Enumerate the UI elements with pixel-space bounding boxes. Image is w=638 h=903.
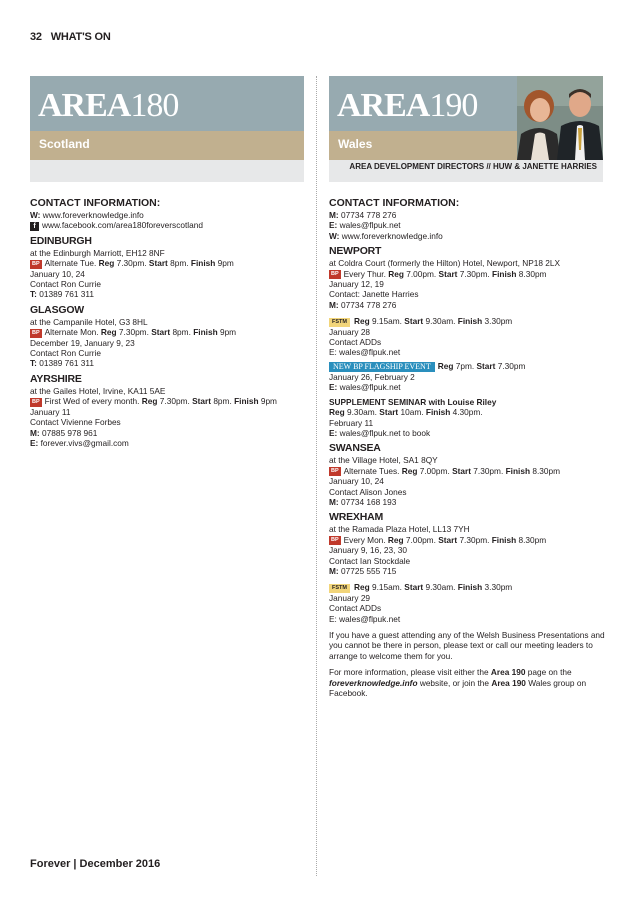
- site-link[interactable]: foreverknowledge.info: [329, 677, 418, 688]
- facebook-line: [30, 220, 306, 230]
- dates: December 19, January 9, 23: [30, 337, 135, 348]
- schedule: BP Every Thur. Reg 7.00pm. Start 7.30pm. Finish 8.30pm: [331, 268, 547, 279]
- phone: T: 01389 761 311: [30, 289, 94, 300]
- venue: at the Village Hotel, SA1 8QY: [329, 455, 438, 466]
- email-link[interactable]: wales@flpuk.net: [339, 220, 401, 231]
- directors-line: AREA DEVELOPMENT DIRECTORS // HUW & JANETTE HARRIES: [349, 162, 597, 171]
- contact: Contact Ron Currie: [30, 348, 102, 359]
- email: E: forever.vivs@gmail.com: [30, 437, 129, 448]
- seminar-schedule: Reg 9.30am. Start 10am. Finish 4.30pm.: [329, 407, 483, 418]
- venue: at the Gailes Hotel, Irvine, KA11 5AE: [30, 385, 166, 396]
- phone: M: 07725 555 715: [329, 565, 397, 576]
- section-title: NEWPORT: [329, 245, 382, 258]
- mobile-line: M: 07734 778 276: [329, 210, 397, 220]
- region-name: Scotland: [39, 137, 90, 151]
- facebook-icon: f: [30, 222, 39, 231]
- dates: January 12, 19: [329, 279, 384, 290]
- section-title: AYRSHIRE: [30, 372, 82, 385]
- page-footer: Forever | December 2016: [30, 858, 161, 870]
- contact: Contact Ian Stockdale: [329, 555, 411, 566]
- dates: January 29: [329, 592, 371, 603]
- bp-badge: BP: [331, 270, 339, 277]
- email-link[interactable]: forever.vivs@gmail.com: [40, 437, 129, 448]
- email: E: wales@flpuk.net: [329, 347, 401, 358]
- venue: at the Ramada Plaza Hotel, LL13 7YH: [329, 524, 470, 535]
- email: E: wales@flpuk.net: [329, 382, 401, 393]
- area-190-listings: [329, 197, 605, 698]
- contact-heading: CONTACT INFORMATION:: [329, 197, 460, 209]
- dates: January 11: [30, 406, 71, 417]
- schedule: BP Alternate Mon. Reg 7.30pm. Start 8pm. Finish 9pm: [32, 327, 237, 338]
- email-line: E: wales@flpuk.net: [329, 220, 401, 231]
- web-line: W: www.foreverknowledge.info: [30, 210, 144, 220]
- flagship-badge: NEW BP FLAGSHIP EVENT: [329, 362, 435, 372]
- bp-badge: BP: [331, 468, 339, 475]
- phone: M: 07734 168 193: [329, 496, 397, 507]
- schedule: BP Alternate Tue. Reg 7.30pm. Start 8pm. Finish 9pm: [32, 258, 234, 269]
- page-number: 32: [30, 31, 42, 43]
- contact: Contact ADDs: [329, 337, 382, 348]
- section-title: WHAT'S ON: [50, 31, 111, 43]
- facebook-link[interactable]: www.facebook.com/area180foreverscotland: [42, 220, 203, 231]
- dates: February 11: [329, 417, 374, 428]
- fstm-schedule: FSTM Reg 9.15am. Start 9.30am. Finish 3.30pm: [329, 316, 605, 326]
- contact-heading: CONTACT INFORMATION:: [30, 197, 161, 209]
- web-line: W: www.foreverknowledge.info: [329, 230, 443, 241]
- area-180-listings: [30, 197, 306, 448]
- area-title: AREA190: [337, 87, 478, 124]
- seminar-title: SUPPLEMENT SEMINAR with Louise Riley: [329, 396, 497, 407]
- dates: January 10, 24: [30, 268, 85, 279]
- website-link[interactable]: www.foreverknowledge.info: [341, 230, 443, 241]
- flagship-schedule: NEW BP FLAGSHIP EVENT Reg 7pm. Start 7.30pm: [329, 361, 605, 372]
- contact: Contact Vivienne Forbes: [30, 417, 121, 428]
- contact: Contact: Janette Harries: [329, 289, 419, 300]
- schedule: BP Alternate Tues. Reg 7.00pm. Start 7.30pm. Finish 8.30pm: [331, 465, 561, 476]
- website-link[interactable]: www.foreverknowledge.info: [42, 210, 144, 220]
- venue: at the Edinburgh Marriott, EH12 8NF: [30, 247, 165, 258]
- dates: January 9, 16, 23, 30: [329, 545, 407, 556]
- info-note: For more information, please visit either the Area 190 page on the foreverknowledge.info website, or join the Area 190 Wales group on Facebook.: [329, 667, 587, 699]
- fstm-badge: FSTM: [329, 318, 350, 327]
- bp-badge: BP: [32, 329, 40, 336]
- section-title: WREXHAM: [329, 511, 384, 524]
- area-190-banner: [329, 76, 603, 182]
- contact: Contact Alison Jones: [329, 486, 407, 497]
- phone: M: 07734 778 276: [329, 299, 397, 310]
- email: E: wales@flpuk.net: [329, 613, 401, 624]
- section-title: SWANSEA: [329, 442, 381, 455]
- schedule: BP Every Mon. Reg 7.00pm. Start 7.30pm. Finish 8.30pm: [331, 534, 547, 545]
- bp-badge: BP: [331, 537, 339, 544]
- venue: at Coldra Court (formerly the Hilton) Hotel, Newport, NP18 2LX: [329, 258, 561, 269]
- phone: T: 01389 761 311: [30, 358, 94, 369]
- section-title: EDINBURGH: [30, 234, 92, 247]
- contact: Contact ADDs: [329, 603, 382, 614]
- page-header: [30, 31, 111, 43]
- section-title: GLASGOW: [30, 303, 85, 316]
- dates: January 26, February 2: [329, 371, 415, 382]
- bp-badge: BP: [32, 398, 40, 405]
- area-title: AREA180: [38, 87, 179, 124]
- dates: January 28: [329, 326, 371, 337]
- dates: January 10, 24: [329, 476, 384, 487]
- guest-note: If you have a guest attending any of the Welsh Business Presentations and you cannot be there in person, please text or call our meeting leaders to arrange to welcome them for you.: [329, 630, 605, 661]
- directors-photo: [517, 76, 603, 160]
- fstm-badge: FSTM: [329, 584, 350, 593]
- region-name: Wales: [338, 137, 373, 151]
- venue: at the Campanile Hotel, G3 8HL: [30, 316, 148, 327]
- area-180-banner: [30, 76, 304, 182]
- column-divider: [316, 76, 317, 876]
- schedule: BP First Wed of every month. Reg 7.30pm. Start 8pm. Finish 9pm: [32, 396, 277, 407]
- bp-badge: BP: [32, 260, 40, 267]
- email: E: wales@flpuk.net to book: [329, 427, 431, 438]
- contact: Contact Ron Currie: [30, 279, 102, 290]
- fstm-schedule: FSTM Reg 9.15am. Start 9.30am. Finish 3.30pm: [329, 582, 605, 592]
- phone: M: 07885 978 961: [30, 427, 98, 438]
